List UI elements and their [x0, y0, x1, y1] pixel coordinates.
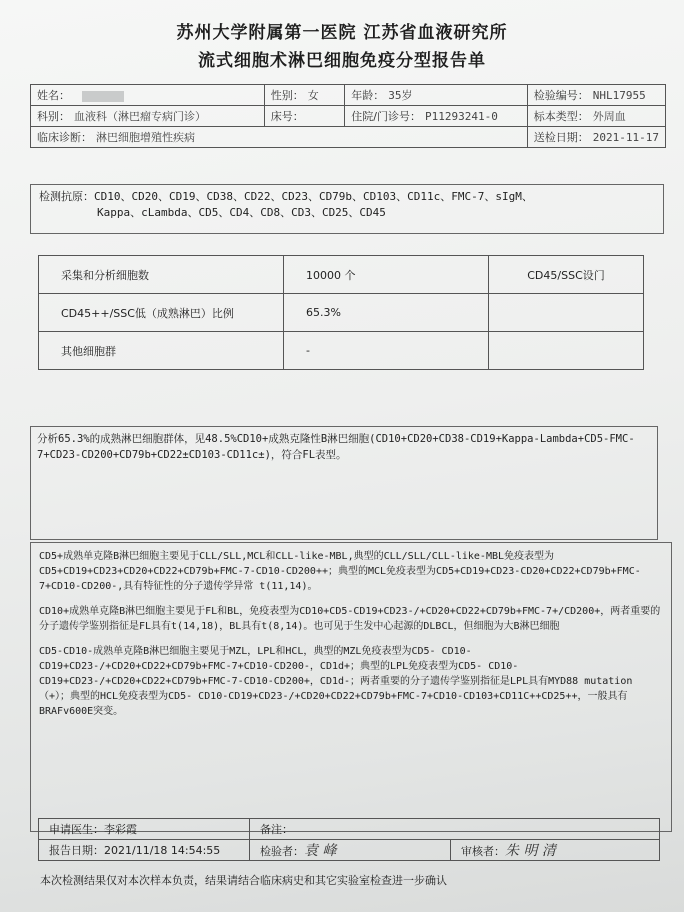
cell-row-value: 10000 个: [284, 256, 489, 294]
dept-label: 科别：: [37, 110, 70, 123]
signoff-table: [38, 818, 660, 861]
cell-row-label: 其他细胞群: [39, 332, 284, 370]
table-row: [39, 294, 644, 332]
diagnosis-value: 淋巴细胞增殖性疾病: [96, 131, 195, 144]
cell-row-value: 65.3%: [284, 294, 489, 332]
report-date-value: 2021/11/18 14:54:55: [104, 844, 221, 857]
cell-count-table: [38, 255, 644, 370]
remark-cell: [250, 819, 660, 840]
age-label: 年龄：: [351, 89, 385, 102]
inpatient-value: P11293241-0: [425, 110, 498, 123]
sample-label: 标本类型：: [533, 110, 589, 123]
bed-label: 床号：: [270, 110, 304, 123]
age-cell: [345, 85, 527, 106]
test-no-cell: [527, 85, 665, 106]
name-label: 姓名：: [37, 89, 70, 102]
name-cell: [31, 85, 265, 106]
note-paragraph: CD5-CD10-成熟单克隆B淋巴细胞主要见于MZL，LPL和HCL，典型的MZL免疫表型为CD5- CD10-CD19+CD23-/+CD20+CD22+CD79b+FMC-7+CD10-CD200-，CD1d+；典型的LPL免疫表型为CD5- CD10-CD19+CD23-/+CD20+CD22+CD79b+FMC-7-CD10-CD200+，CD1d-；两者重要的分子遗传学鉴别指征是LPL具有MYD88 mutation（+）；典型的HCL免疫表型为CD5- CD10-CD19+CD23-/+CD20+CD22+CD79b+FMC-7+CD10-CD103+CD11C++CD25++，一般具有BRAFv600E突变。: [39, 646, 633, 717]
gender-cell: [264, 85, 345, 106]
doctor-value: 李彩霞: [104, 823, 137, 836]
antigen-list-line2: Kappa、cLambda、CD5、CD4、CD8、CD3、CD25、CD45: [97, 206, 386, 219]
table-row: [39, 256, 644, 294]
sample-cell: [527, 106, 665, 127]
cell-row-label: CD45++/SSC低（成熟淋巴）比例: [39, 294, 284, 332]
report-date-label: 报告日期：: [49, 844, 104, 857]
date-value: 2021-11-17: [592, 131, 659, 144]
analysis-text: 分析65.3%的成熟淋巴细胞群体，见48.5%CD10+成熟克隆性B淋巴细胞(CD10+CD20+CD38-CD19+Kappa-Lambda+CD5-FMC-7+CD23-CD200+CD79b+CD22±CD103-CD11c±)，符合FL表型。: [37, 433, 635, 461]
gender-value: 女: [307, 89, 319, 102]
dept-cell: [31, 106, 265, 127]
redacted-name: [82, 91, 124, 102]
bed-cell: [264, 106, 345, 127]
table-row: [39, 332, 644, 370]
age-value: 35岁: [388, 89, 413, 102]
report-title: 流式细胞术淋巴细胞免疫分型报告单: [198, 51, 486, 71]
diagnosis-label: 临床诊断：: [37, 131, 92, 144]
analysis-conclusion: [30, 426, 658, 540]
reviewer-cell: [451, 840, 660, 861]
remark-label: 备注：: [260, 823, 293, 836]
note-paragraph: CD5+成熟单克隆B淋巴细胞主要见于CLL/SLL,MCL和CLL-like-MBL,典型的CLL/SLL/CLL-like-MBL免疫表型为CD5+CD19+CD23+CD20+CD22+CD79b+FMC-7-CD10-CD200++；典型的MCL免疫表型为CD5+CD19+CD23-CD20+CD22+CD79b+FMC-7+CD10-CD200-,具有特征性的分子遗传学异常 t(11,14)。: [39, 551, 641, 592]
reviewer-signature: 朱 明 清: [505, 843, 556, 859]
report-date-cell: [39, 840, 250, 861]
date-label: 送检日期：: [533, 131, 589, 144]
inpatient-cell: [345, 106, 527, 127]
diagnosis-cell: [31, 127, 528, 148]
tester-cell: [250, 840, 451, 861]
disclaimer: 本次检测结果仅对本次样本负责，结果请结合临床病史和其它实验室检查进一步确认: [40, 874, 447, 887]
dept-value: 血液科（淋巴瘤专病门诊）: [74, 110, 206, 123]
doctor-cell: [39, 819, 250, 840]
sample-value: 外周血: [592, 110, 626, 123]
cell-row-note: [489, 294, 644, 332]
antigen-panel: [30, 184, 664, 234]
test-no-value: NHL17955: [592, 89, 646, 102]
antigen-label: 检测抗原：: [39, 190, 94, 203]
tester-label: 检验者：: [260, 845, 304, 858]
patient-info-table: [30, 84, 666, 148]
antigen-list-line1: CD10、CD20、CD19、CD38、CD22、CD23、CD79b、CD103、CD11c、FMC-7、sIgM、: [94, 190, 533, 203]
gender-label: 性别：: [270, 89, 304, 102]
tester-signature: 袁 峰: [304, 843, 337, 859]
reviewer-label: 审核者：: [461, 845, 505, 858]
doctor-label: 申请医生：: [49, 823, 104, 836]
cell-row-value: -: [284, 332, 489, 370]
cell-row-note: CD45/SSC设门: [489, 256, 644, 294]
test-no-label: 检验编号：: [533, 89, 589, 102]
note-paragraph: CD10+成熟单克隆B淋巴细胞主要见于FL和BL，免疫表型为CD10+CD5-CD19+CD23-/+CD20+CD22+CD79b+FMC-7+/CD200+，两者重要的分子遗传学鉴别指征是FL具有t(14,18)，BL具有t(8,14)。也可见于生发中心起源的DLBCL，但细胞为大B淋巴细胞: [39, 606, 661, 632]
cell-row-note: [489, 332, 644, 370]
date-cell: [527, 127, 665, 148]
inpatient-label: 住院/门诊号：: [351, 110, 422, 123]
interpretation-notes: [30, 542, 672, 832]
hospital-name: 苏州大学附属第一医院 江苏省血液研究所: [176, 23, 508, 43]
cell-row-label: 采集和分析细胞数: [39, 256, 284, 294]
